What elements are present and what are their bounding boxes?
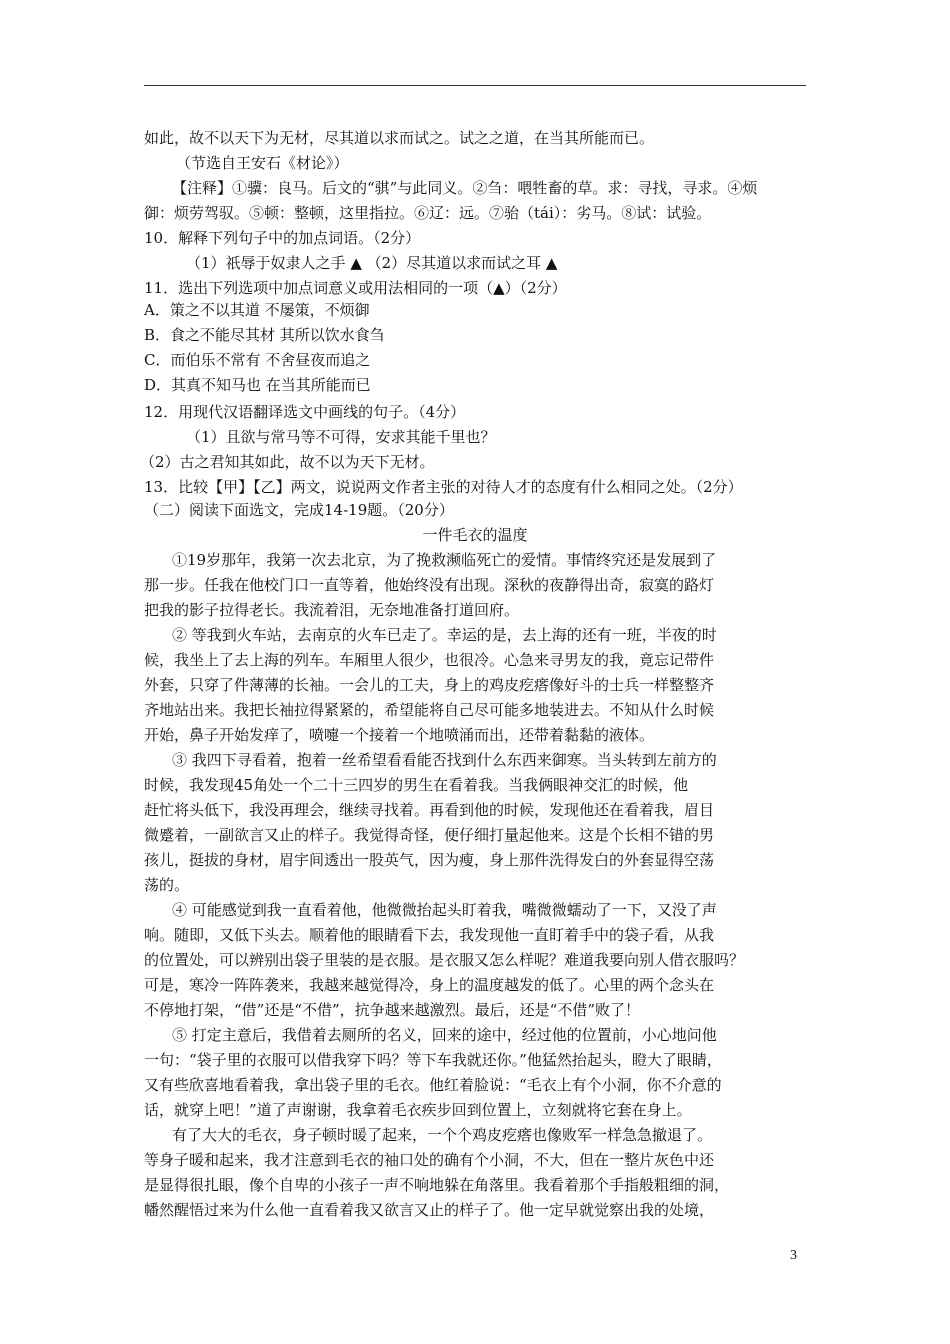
- story-line: 那一步。任我在他校门口一直等着，他始终没有出现。深秋的夜静得出奇，寂寞的路灯: [144, 576, 715, 594]
- question-12-item: （2）古之君知其如此，故不以为天下无材。: [140, 453, 435, 471]
- story-line: 时候，我发现45角处一个二十三四岁的男生在看着我。当我俩眼神交汇的时候，他: [144, 776, 689, 794]
- story-line: 赶忙将头低下，我没再理会，继续寻找着。再看到他的时候，发现他还在看着我，眉目: [144, 801, 715, 819]
- question-12-item: （1）且欲与常马等不可得，安求其能千里也？: [186, 428, 496, 446]
- story-title: 一件毛衣的温度: [422, 526, 528, 544]
- story-line: 候，我坐上了去上海的列车。车厢里人很少，也很冷。心急来寻男友的我，竟忘记带件: [144, 651, 715, 669]
- header-rule: [144, 85, 806, 86]
- story-line: ①19岁那年，我第一次去北京，为了挽救濒临死亡的爱情。事情终究还是发展到了: [172, 551, 717, 569]
- question-12: 12．用现代汉语翻译选文中画线的句子。（4分）: [144, 403, 466, 421]
- page-number: 3: [790, 1248, 797, 1263]
- question-10: 10．解释下列句子中的加点词语。（2分）: [144, 229, 421, 247]
- passage-notes: 【注释】①骥：良马。后文的“骐”与此同义。②刍：喂牲畜的草。求：寻找，寻求。④烦: [172, 179, 758, 197]
- option-c: C．而伯乐不常有 不舍昼夜而追之: [144, 351, 371, 369]
- story-line: ② 等我到火车站，去南京的火车已走了。幸运的是，去上海的还有一班，半夜的时: [172, 626, 717, 644]
- question-11: 11．选出下列选项中加点词意义或用法相同的一项（▲）（2分）: [144, 279, 567, 297]
- option-a: A．策之不以其道 不屡策，不烦御: [144, 301, 370, 319]
- story-line: 开始，鼻子开始发痒了，喷嚏一个接着一个地喷涌而出，还带着黏黏的液体。: [144, 726, 655, 744]
- story-line: 不停地打架，“借”还是“不借”，抗争越来越激烈。最后，还是“不借”败了！: [144, 1001, 641, 1019]
- passage-source: （节选自王安石《材论》）: [176, 154, 349, 172]
- story-line: 是显得很扎眼，像个自卑的小孩子一声不响地躲在角落里。我看着那个手指般粗细的洞，: [144, 1176, 730, 1194]
- story-line: 外套，只穿了件薄薄的长袖。一会儿的工夫，身上的鸡皮疙瘩像好斗的士兵一样整整齐: [144, 676, 715, 694]
- question-10-items: （1）祇辱于奴隶人之手 ▲ （2）尽其道以求而试之耳 ▲: [186, 254, 558, 272]
- story-line: 幡然醒悟过来为什么他一直看着我又欲言又止的样子了。他一定早就觉察出我的处境，: [144, 1201, 715, 1219]
- story-line: 有了大大的毛衣，身子顿时暖了起来，一个个鸡皮疙瘩也像败军一样急急撤退了。: [172, 1126, 713, 1144]
- story-line: 齐地站出来。我把长袖拉得紧紧的，希望能将自己尽可能多地装进去。不知从什么时候: [144, 701, 715, 719]
- story-line: 微蹙着，一副欲言又止的样子。我觉得奇怪，便仔细打量起他来。这是个长相不错的男: [144, 826, 715, 844]
- story-line: 话，就穿上吧！”道了声谢谢，我拿着毛衣疾步回到位置上，立刻就将它套在身上。: [144, 1101, 692, 1119]
- story-line: ③ 我四下寻看着，抱着一丝希望看看能否找到什么东西来御寒。当头转到左前方的: [172, 751, 717, 769]
- story-line: 荡的。: [144, 876, 190, 894]
- story-line: ⑤ 打定主意后，我借着去厕所的名义，回来的途中，经过他的位置前，小心地问他: [172, 1026, 717, 1044]
- story-line: 孩儿，挺拔的身材，眉宇间透出一股英气，因为瘦，身上那件洗得发白的外套显得空荡: [144, 851, 715, 869]
- story-line: 又有些欣喜地看着我，拿出袋子里的毛衣。他红着脸说：“毛衣上有个小洞，你不介意的: [144, 1076, 722, 1094]
- story-line: 一句：“袋子里的衣服可以借我穿下吗？等下车我就还你。”他猛然抬起头，瞪大了眼睛，: [144, 1051, 722, 1069]
- story-line: 的位置处，可以辨别出袋子里装的是衣服。是衣服又怎么样呢？难道我要向别人借衣服吗？: [144, 951, 745, 969]
- section-heading: （二）阅读下面选文，完成14-19题。（20分）: [144, 501, 454, 519]
- story-line: ④ 可能感觉到我一直看着他，他微微抬起头盯着我，嘴微微蠕动了一下，又没了声: [172, 901, 717, 919]
- passage-notes: 御：烦劳驾驭。⑤顿：整顿，这里指拉。⑥辽：远。⑦骀（tái）：劣马。⑧试：试验。: [144, 204, 712, 222]
- story-line: 等身子暖和起来，我才注意到毛衣的袖口处的确有个小洞，不大，但在一整片灰色中还: [144, 1151, 715, 1169]
- story-line: 响。随即，又低下头去。顺着他的眼睛看下去，我发现他一直盯着手中的袋子看，从我: [144, 926, 715, 944]
- story-line: 可是，寒冷一阵阵袭来，我越来越觉得冷，身上的温度越发的低了。心里的两个念头在: [144, 976, 715, 994]
- passage-line: 如此，故不以天下为无材，尽其道以求而试之。试之之道，在当其所能而已。: [144, 129, 655, 147]
- option-d: D．其真不知马也 在当其所能而已: [144, 376, 371, 394]
- story-line: 把我的影子拉得老长。我流着泪，无奈地准备打道回府。: [144, 601, 520, 619]
- question-13: 13．比较【甲】【乙】两文，说说两文作者主张的对待人才的态度有什么相同之处。（2分）: [144, 478, 743, 496]
- option-b: B．食之不能尽其材 其所以饮水食刍: [144, 326, 385, 344]
